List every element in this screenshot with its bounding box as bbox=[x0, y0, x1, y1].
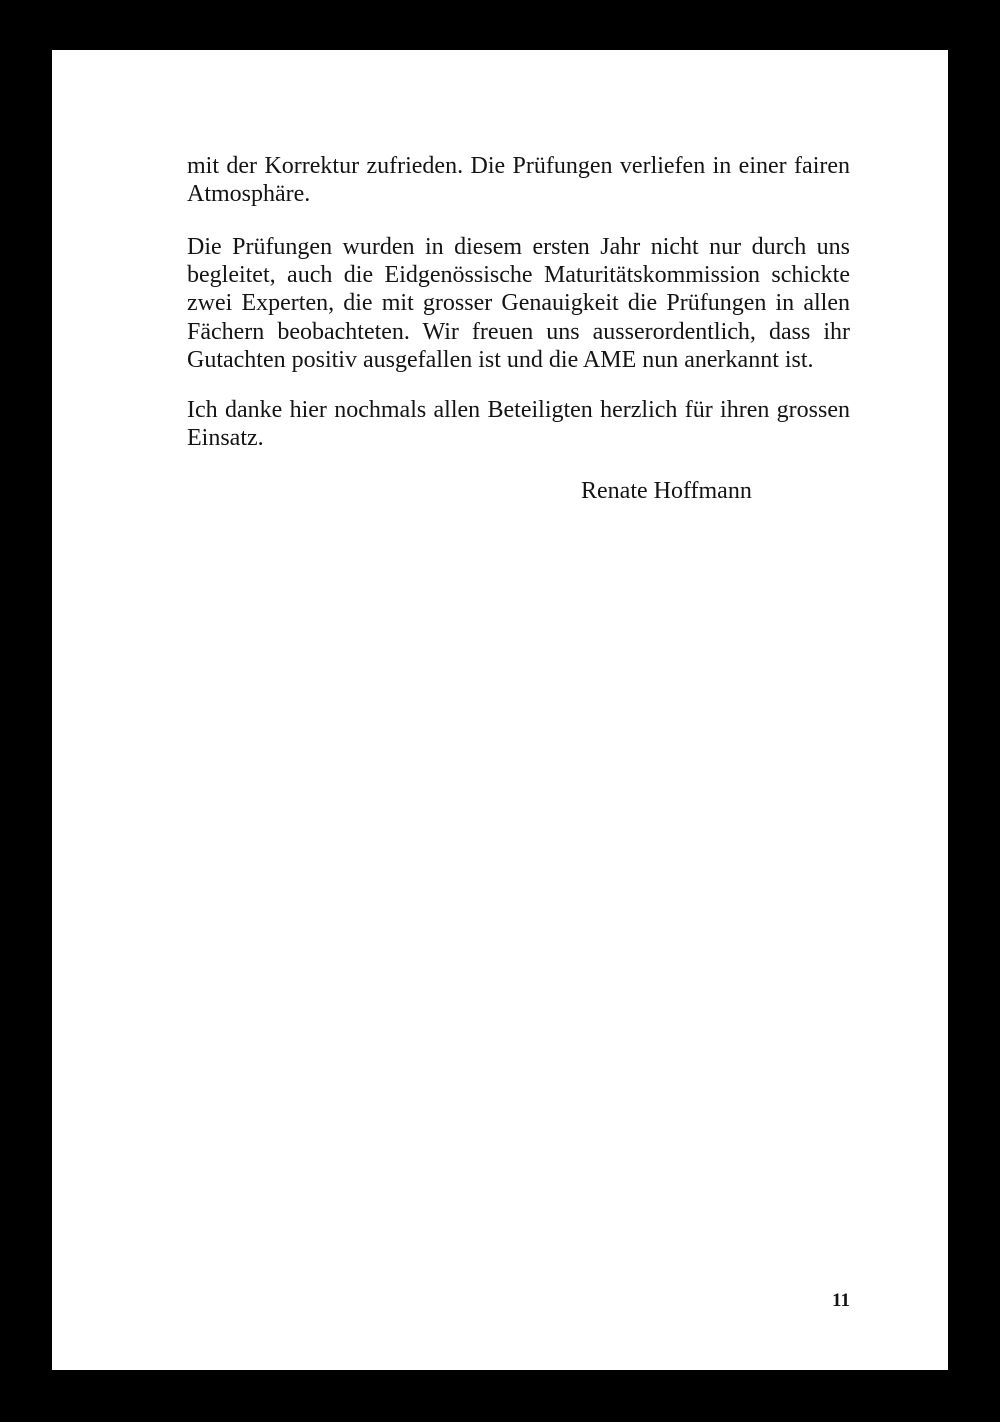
paragraph-3: Ich danke hier nochmals allen Beteiligten herzlich für ihren grossen Einsatz. bbox=[187, 397, 850, 452]
signature: Renate Hoffmann bbox=[581, 478, 752, 504]
paragraph-2: Die Prüfungen wurden in diesem ersten Jahr nicht nur durch uns begleitet, auch die Eidgenössische Maturitätskommission schickte zwei Experten, die mit grosser Genauigkeit die Prüfungen in allen Fächern beobachteten. Wir freuen uns ausserordentlich, dass ihr Gutachten positiv ausgefallen ist und die AME nun anerkannt ist. bbox=[187, 234, 850, 373]
paragraph-1: mit der Korrektur zufrieden. Die Prüfungen verliefen in einer fairen Atmosphäre. bbox=[187, 153, 850, 208]
document-page bbox=[52, 50, 948, 1370]
page-number: 11 bbox=[832, 1290, 850, 1311]
